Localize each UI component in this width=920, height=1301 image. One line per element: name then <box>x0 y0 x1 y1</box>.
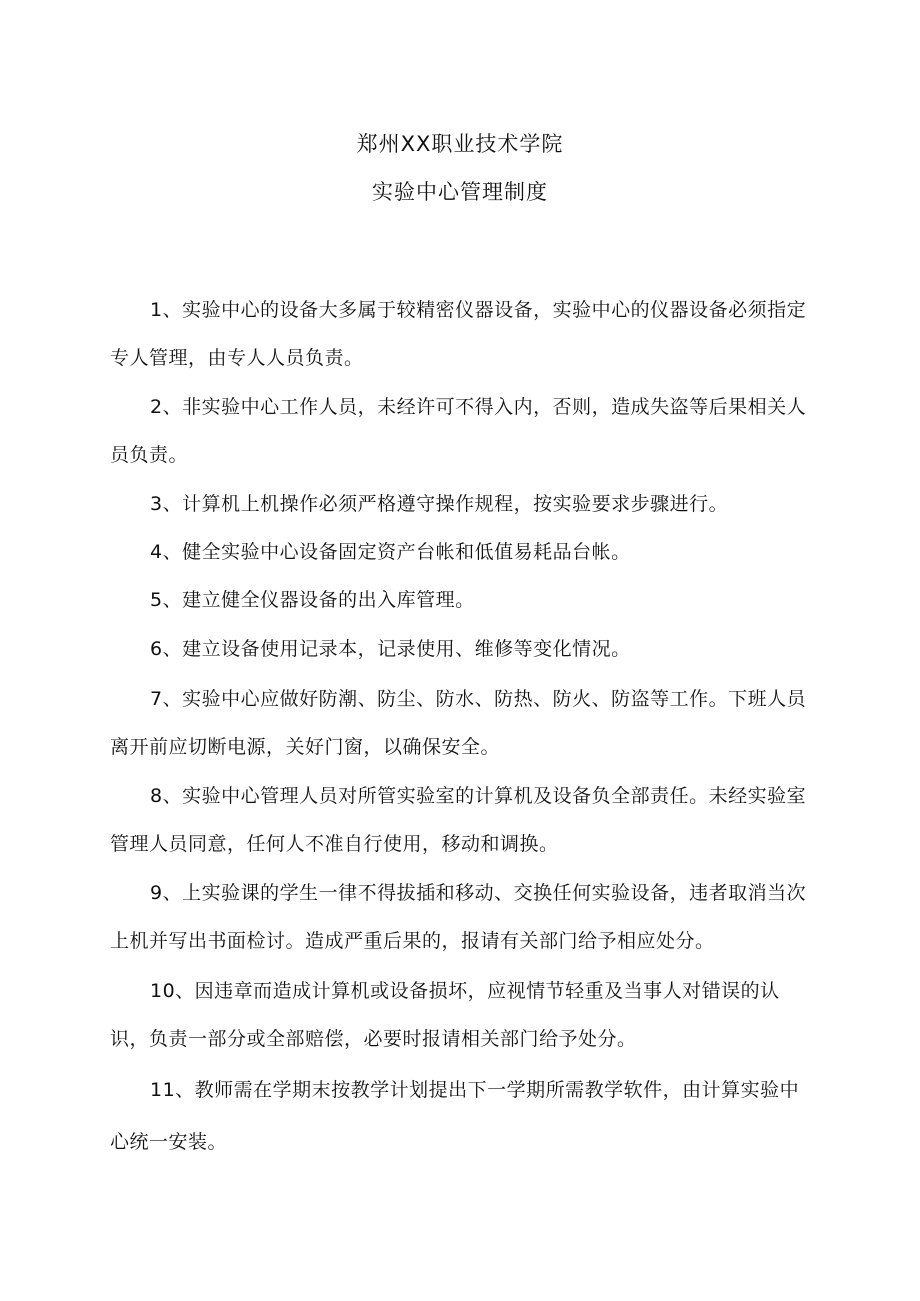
rule-item: 5、建立健全仪器设备的出入库管理。 <box>150 589 475 611</box>
rule-item: 7、实验中心应做好防潮、防尘、防水、防热、防火、防盗等工作。下班人员离开前应切断电源，关好门窗，以确保安全。 <box>110 688 807 758</box>
rule-item: 11、教师需在学期末按教学计划提出下一学期所需教学软件，由计算实验中心统一安装。 <box>110 1079 800 1153</box>
rule-item: 2、非实验中心工作人员，未经许可不得入内，否则，造成失盗等后果相关人员负责。 <box>110 396 807 466</box>
rule-item: 3、计算机上机操作必须严格遵守操作规程，按实验要求步骤进行。 <box>150 493 729 515</box>
rule-item: 1、实验中心的设备大多属于较精密仪器设备，实验中心的仪器设备必须指定专人管理，由专人人员负责。 <box>110 299 807 369</box>
rule-item: 4、健全实验中心设备固定资产台帐和低值易耗品台帐。 <box>150 541 631 563</box>
rule-item: 6、建立设备使用记录本，记录使用、维修等变化情况。 <box>150 638 631 660</box>
institution-title: 郑州XX职业技术学院 <box>356 132 564 156</box>
rule-item: 10、因违章而造成计算机或设备损坏，应视情节轻重及当事人对错误的认识，负责一部分或全部赔偿，必要时报请相关部门给予处分。 <box>110 980 780 1050</box>
document-title: 实验中心管理制度 <box>372 180 548 204</box>
rule-item: 9、上实验课的学生一律不得拔插和移动、交换任何实验设备，违者取消当次上机并写出书面检讨。造成严重后果的，报请有关部门给予相应处分。 <box>110 882 807 952</box>
rule-item: 8、实验中心管理人员对所管实验室的计算机及设备负全部责任。未经实验室管理人员同意，任何人不准自行使用，移动和调换。 <box>110 785 807 855</box>
